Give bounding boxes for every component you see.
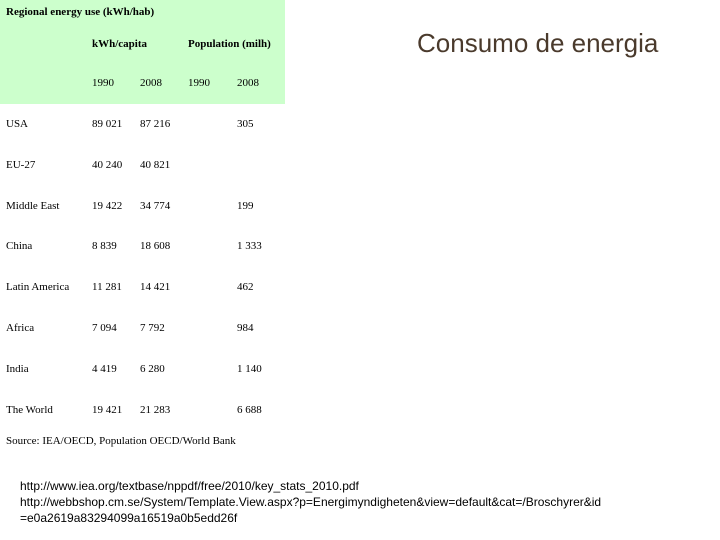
kwh-2008-value: 87 216 [140, 118, 171, 130]
pop-2008-value: 984 [237, 322, 254, 334]
year-header-kwh-2008: 2008 [140, 77, 162, 89]
pop-2008-value: 1 333 [237, 240, 262, 252]
reference-links [20, 478, 710, 526]
kwh-1990-value: 4 419 [92, 363, 117, 375]
pop-2008-value: 199 [237, 200, 254, 212]
reference-link-continuation[interactable]: =e0a2619a83294099a16519a0b5edd26f [20, 511, 238, 525]
kwh-1990-value: 7 094 [92, 322, 117, 334]
slide-title: Consumo de energia [417, 28, 659, 58]
pop-2008-value: 462 [237, 281, 254, 293]
kwh-1990-value: 8 839 [92, 240, 117, 252]
reference-link[interactable]: http://webbshop.cm.se/System/Template.View.aspx?p=Energimyndigheten&view=default&cat=/Broschyrer&id [20, 495, 602, 509]
group-header-kwh-per-capita: kWh/capita [92, 38, 148, 50]
kwh-1990-value: 40 240 [92, 159, 123, 171]
pop-2008-value: 305 [237, 118, 254, 130]
pop-2008-value: 1 140 [237, 363, 262, 375]
region-name: Latin America [6, 281, 70, 293]
year-header-pop-1990: 1990 [188, 77, 210, 89]
kwh-2008-value: 21 283 [140, 404, 171, 416]
table-title: Regional energy use (kWh/hab) [6, 6, 155, 18]
kwh-2008-value: 7 792 [140, 322, 165, 334]
year-header-kwh-1990: 1990 [92, 77, 114, 89]
group-header-population: Population (milh) [188, 38, 271, 50]
kwh-1990-value: 19 421 [92, 404, 123, 416]
kwh-2008-value: 6 280 [140, 363, 165, 375]
kwh-2008-value: 18 608 [140, 240, 171, 252]
region-name: Africa [6, 322, 35, 334]
kwh-2008-value: 14 421 [140, 281, 171, 293]
region-name: India [6, 363, 29, 375]
kwh-1990-value: 89 021 [92, 118, 123, 130]
region-name: The World [6, 404, 53, 416]
region-name: China [6, 240, 33, 252]
year-header-pop-2008: 2008 [237, 77, 259, 89]
region-name: USA [6, 118, 29, 130]
reference-link[interactable]: http://www.iea.org/textbase/nppdf/free/2010/key_stats_2010.pdf [20, 479, 359, 493]
region-name: EU-27 [6, 159, 36, 171]
kwh-1990-value: 11 281 [92, 281, 122, 293]
pop-2008-value: 6 688 [237, 404, 262, 416]
table-source-note: Source: IEA/OECD, Population OECD/World Bank [6, 435, 236, 447]
kwh-1990-value: 19 422 [92, 200, 123, 212]
region-name: Middle East [6, 200, 60, 212]
kwh-2008-value: 40 821 [140, 159, 171, 171]
kwh-2008-value: 34 774 [140, 200, 171, 212]
